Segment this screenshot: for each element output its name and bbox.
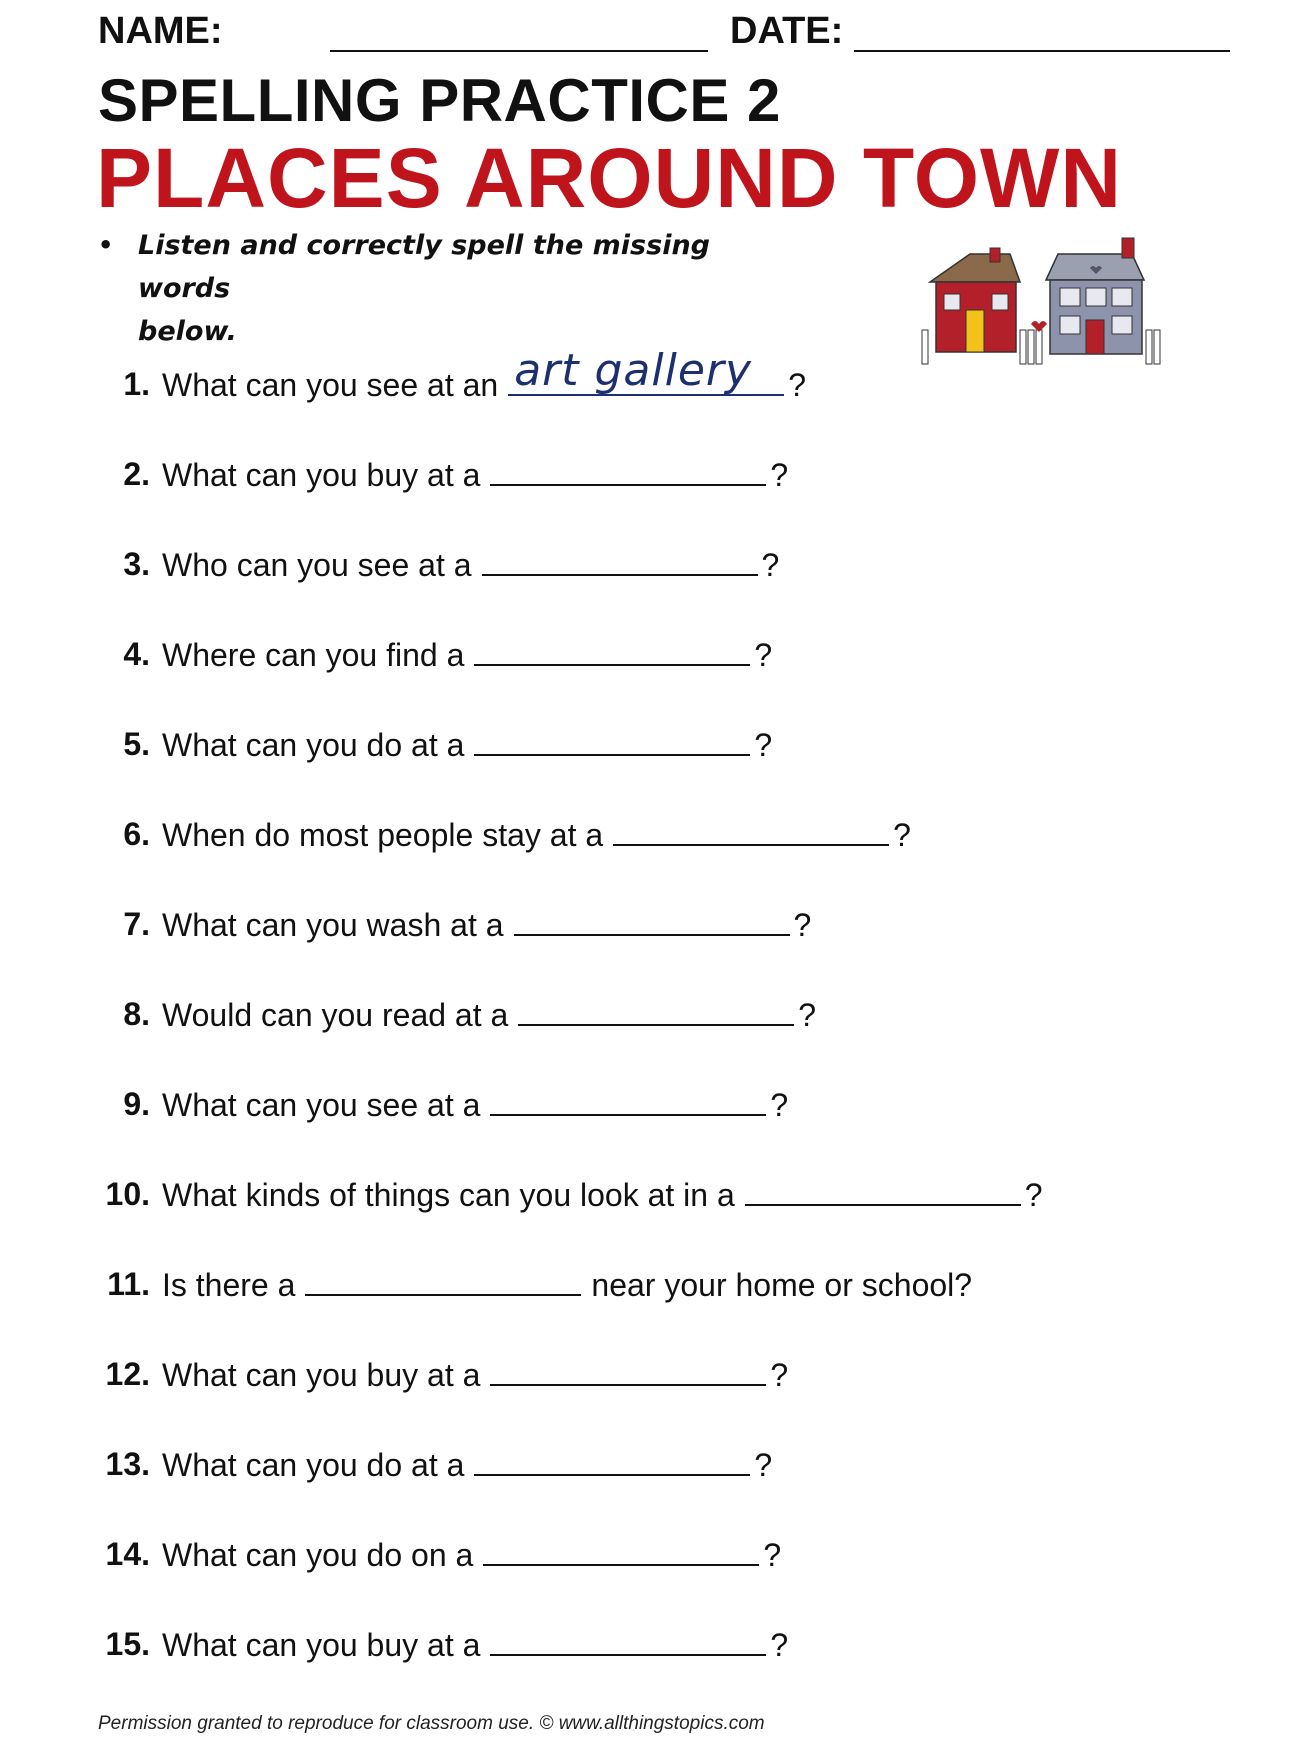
question-text — [162, 1356, 788, 1394]
question-suffix: ? — [770, 1627, 789, 1663]
question-row — [0, 456, 1305, 506]
question-text — [162, 1536, 781, 1574]
answer-blank[interactable] — [490, 456, 766, 486]
worksheet-subtitle: SPELLING PRACTICE 2 — [98, 67, 781, 134]
question-row — [0, 636, 1305, 686]
question-number: 10. — [105, 1176, 150, 1212]
question-number: 14. — [105, 1536, 150, 1572]
question-number: 6. — [123, 816, 150, 852]
name-label: NAME: — [98, 10, 223, 52]
question-suffix: ? — [770, 1087, 789, 1123]
footer-permission: Permission granted to reproduce for classroom use. © www.allthingstopics.com — [98, 1713, 765, 1734]
question-text — [162, 906, 811, 944]
question-number: 2. — [123, 456, 150, 492]
question-suffix: near your home or school? — [591, 1267, 973, 1303]
question-prompt: Who can you see at a — [162, 547, 472, 583]
worksheet-title: PLACES AROUND TOWN — [96, 131, 1122, 225]
answer-blank[interactable] — [745, 1176, 1021, 1206]
question-number: 1. — [123, 366, 150, 402]
name-date-row — [98, 10, 1233, 60]
question-prompt: What can you see at a — [162, 1087, 481, 1123]
answer-blank[interactable] — [474, 1446, 750, 1476]
question-text — [162, 1626, 788, 1664]
question-number: 8. — [123, 996, 150, 1032]
bullet-icon: • — [98, 231, 114, 259]
question-suffix: ? — [754, 1447, 773, 1483]
question-number: 13. — [105, 1446, 150, 1482]
question-text — [162, 636, 772, 674]
question-prompt: Where can you find a — [162, 637, 465, 673]
question-prompt: What can you do at a — [162, 1447, 465, 1483]
question-prompt: What can you wash at a — [162, 907, 504, 943]
date-label: DATE: — [730, 10, 844, 52]
answer-blank[interactable] — [482, 546, 758, 576]
question-prompt: What can you do on a — [162, 1537, 474, 1573]
instruction-line-2: below. — [138, 316, 237, 347]
answer-blank[interactable] — [483, 1536, 759, 1566]
question-prompt: What can you do at a — [162, 727, 465, 763]
question-number: 5. — [123, 726, 150, 762]
question-text — [162, 456, 788, 494]
question-number: 3. — [123, 546, 150, 582]
question-prompt: What kinds of things can you look at in a — [162, 1177, 735, 1213]
date-field-line[interactable] — [854, 50, 1230, 52]
question-prompt: What can you buy at a — [162, 1357, 481, 1393]
question-number: 11. — [107, 1266, 150, 1302]
question-text — [162, 1176, 1043, 1214]
answer-blank[interactable] — [474, 726, 750, 756]
question-text — [162, 726, 772, 764]
instruction-text — [138, 224, 758, 353]
question-row — [0, 1446, 1305, 1496]
question-suffix: ? — [770, 457, 789, 493]
question-prompt: When do most people stay at a — [162, 817, 604, 853]
answer-blank[interactable] — [490, 1086, 766, 1116]
question-number: 15. — [105, 1626, 150, 1662]
question-suffix: ? — [793, 907, 812, 943]
answer-blank[interactable] — [613, 816, 889, 846]
question-text — [162, 1086, 788, 1124]
question-suffix: ? — [1024, 1177, 1043, 1213]
question-number: 9. — [123, 1086, 150, 1122]
answer-blank[interactable] — [514, 906, 790, 936]
question-number: 12. — [105, 1356, 150, 1392]
question-prompt: What can you see at an — [162, 367, 499, 403]
question-text — [162, 345, 806, 404]
question-suffix: ? — [770, 1357, 789, 1393]
question-suffix: ? — [763, 1537, 782, 1573]
houses-illustration-icon — [918, 230, 1168, 380]
question-row — [0, 1266, 1305, 1316]
answer-blank[interactable] — [474, 636, 750, 666]
instruction-line-1: Listen and correctly spell the missing words — [138, 230, 710, 304]
question-suffix: ? — [788, 367, 806, 403]
question-row — [0, 1536, 1305, 1586]
question-row — [0, 816, 1305, 866]
question-text — [162, 816, 911, 854]
question-prompt: Is there a — [162, 1267, 296, 1303]
handwritten-answer: art gallery — [514, 345, 753, 396]
answer-blank[interactable] — [305, 1266, 581, 1296]
question-suffix: ? — [754, 727, 773, 763]
answer-blank[interactable] — [508, 345, 784, 396]
answer-blank[interactable] — [490, 1356, 766, 1386]
question-row — [0, 1356, 1305, 1406]
question-text — [162, 546, 779, 584]
question-suffix: ? — [798, 997, 817, 1033]
question-row — [0, 1176, 1305, 1226]
question-row — [0, 906, 1305, 956]
question-row — [0, 996, 1305, 1046]
question-suffix: ? — [893, 817, 911, 853]
question-row — [0, 1086, 1305, 1136]
question-text — [162, 1446, 772, 1484]
question-row — [0, 345, 1305, 416]
question-suffix: ? — [754, 637, 773, 673]
question-number: 7. — [123, 906, 150, 942]
question-prompt: What can you buy at a — [162, 457, 481, 493]
question-prompt: Would can you read at a — [162, 997, 509, 1033]
question-row — [0, 546, 1305, 596]
question-prompt: What can you buy at a — [162, 1627, 481, 1663]
question-row — [0, 726, 1305, 776]
answer-blank[interactable] — [518, 996, 794, 1026]
answer-blank[interactable] — [490, 1626, 766, 1656]
question-row — [0, 1626, 1305, 1676]
question-number: 4. — [123, 636, 150, 672]
question-suffix: ? — [761, 547, 780, 583]
question-text — [162, 996, 816, 1034]
question-text — [162, 1266, 972, 1304]
name-field-line[interactable] — [330, 50, 708, 52]
